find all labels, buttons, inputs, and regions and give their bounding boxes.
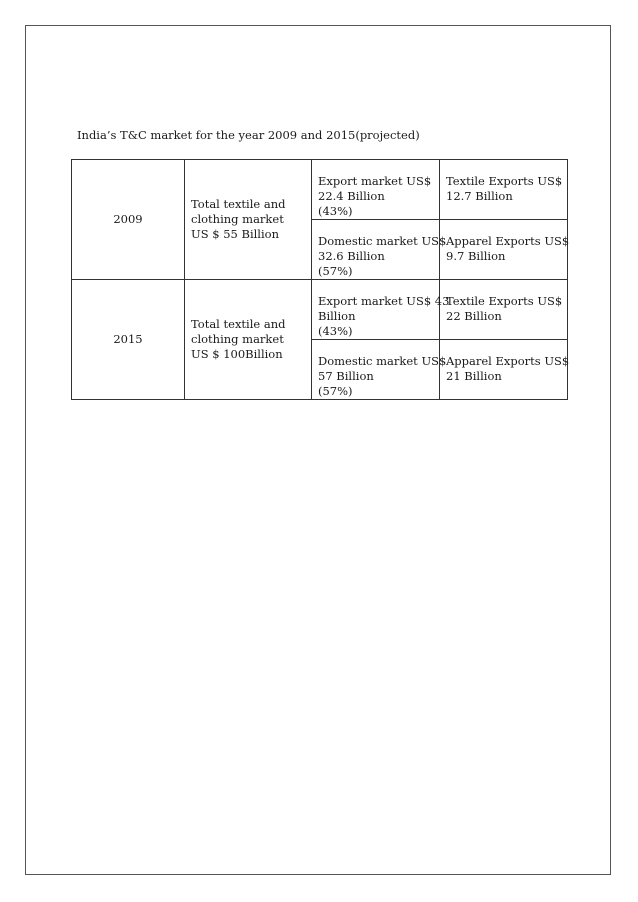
textile-line: 12.7 Billion [446, 189, 513, 203]
table-caption: India’s T&C market for the year 2009 and 2015(projected) [77, 128, 420, 142]
export-line: Billion [318, 309, 356, 323]
export-market-cell [312, 280, 450, 340]
textile-line: Textile Exports US$ [446, 174, 563, 188]
total-line: clothing market [191, 212, 284, 226]
export-line: (43%) [318, 204, 353, 218]
apparel-exports-cell [440, 220, 568, 280]
domestic-market-cell [312, 220, 447, 280]
total-line: US $ 100Billion [191, 347, 283, 361]
export-line: 22.4 Billion [318, 189, 385, 203]
total-market-cell [185, 280, 312, 400]
table-row [72, 160, 568, 220]
table-row [72, 280, 568, 340]
export-line: Export market US$ [318, 174, 432, 188]
domestic-line: 57 Billion [318, 369, 374, 383]
apparel-line: 9.7 Billion [446, 249, 506, 263]
domestic-line: (57%) [318, 384, 353, 398]
export-line: (43%) [318, 324, 353, 338]
domestic-line: Domestic market US$ [318, 234, 447, 248]
year-cell: 2015 [72, 280, 185, 400]
export-market-cell [312, 160, 440, 220]
export-line: Export market US$ 43 [318, 294, 450, 308]
textile-line: Textile Exports US$ [446, 294, 563, 308]
market-table [71, 159, 568, 400]
total-line: US $ 55 Billion [191, 227, 279, 241]
domestic-line: 32.6 Billion [318, 249, 385, 263]
page-border [25, 25, 611, 875]
apparel-line: Apparel Exports US$ [446, 354, 570, 368]
total-line: Total textile and [191, 197, 286, 211]
year-cell: 2009 [72, 160, 185, 280]
domestic-line: Domestic market US$ [318, 354, 447, 368]
textile-exports-cell [440, 280, 568, 340]
total-line: Total textile and [191, 317, 286, 331]
domestic-line: (57%) [318, 264, 353, 278]
total-line: clothing market [191, 332, 284, 346]
apparel-line: Apparel Exports US$ [446, 234, 570, 248]
textile-exports-cell [440, 160, 568, 220]
apparel-exports-cell [440, 340, 568, 400]
total-market-cell [185, 160, 312, 280]
apparel-line: 21 Billion [446, 369, 502, 383]
textile-line: 22 Billion [446, 309, 502, 323]
domestic-market-cell [312, 340, 447, 400]
